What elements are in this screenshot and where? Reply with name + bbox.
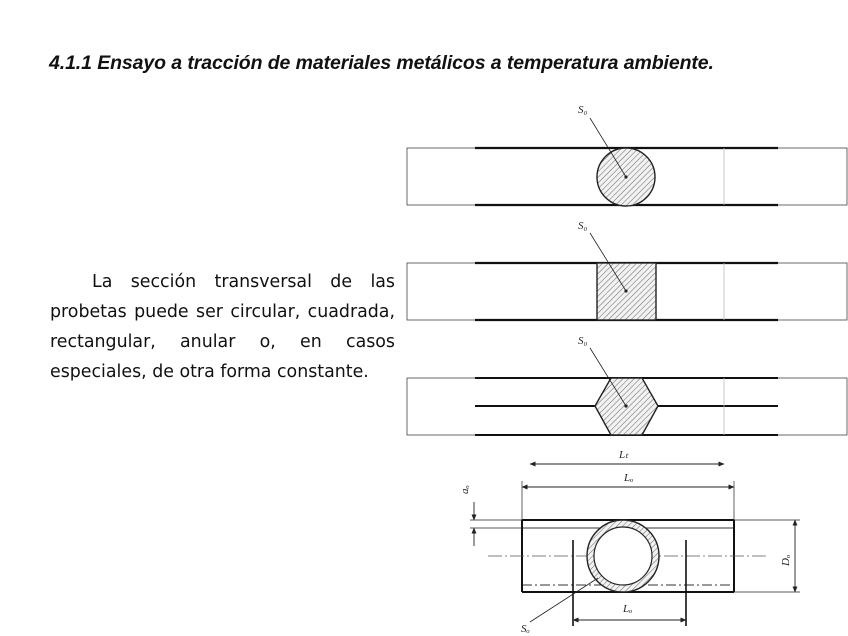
gauge-length-label: Lₒ [623, 603, 633, 615]
circular-section-label: S₀ [578, 104, 588, 116]
tube-specimen-panel [459, 449, 800, 635]
body-paragraph: La sección transversal de las probetas puede ser circular, cuadrada, rectangular, anular o, en casos especiales, de otra forma constante. [50, 272, 395, 382]
square-specimen-panel [407, 220, 847, 320]
original-length-label: Lₒ [624, 472, 634, 484]
outer-diameter-label: Dₒ [780, 554, 792, 566]
leader-dot [624, 404, 627, 407]
hexagonal-specimen-panel [407, 335, 847, 435]
circular-specimen-panel [407, 104, 847, 206]
section-heading: 4.1.1 Ensayo a tracción de materiales metálicos a temperatura ambiente. [49, 52, 714, 74]
wall-thickness-label: aₒ [459, 485, 471, 494]
annular-section-inner [594, 527, 652, 585]
tube-section-label: Sₒ [521, 623, 530, 635]
total-length-label: Lₜ [619, 449, 629, 461]
leader-dot [624, 175, 627, 178]
square-section-label: S₀ [578, 220, 588, 232]
leader-dot [624, 289, 627, 292]
hexagonal-section-label: S₀ [578, 335, 588, 347]
